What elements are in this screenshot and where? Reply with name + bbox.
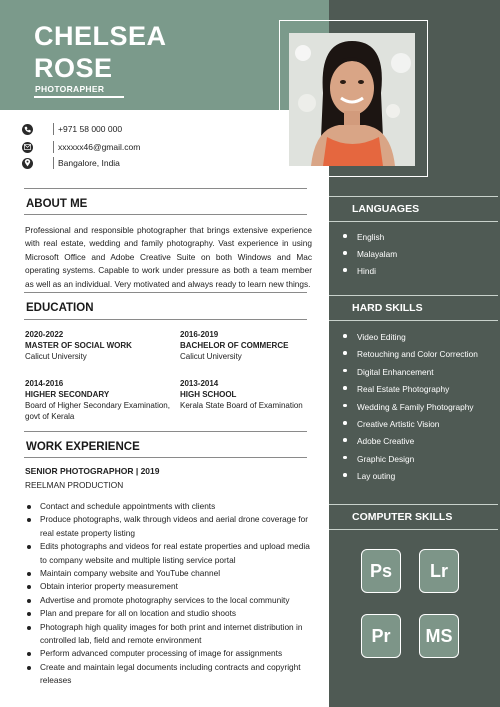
- education-degree: MASTER OF SOCIAL WORK: [25, 341, 132, 350]
- divider: [24, 319, 307, 320]
- list-item: Adobe Creative: [340, 433, 478, 450]
- role-underline: [34, 96, 124, 98]
- education-years: 2020-2022: [25, 330, 64, 339]
- duties-list: [25, 500, 315, 688]
- education-school: Calicut University: [25, 352, 87, 361]
- list-item: Plan and prepare for all on location and studio shoots: [25, 607, 315, 620]
- candidate-name: [34, 20, 167, 84]
- photoshop-skill-icon: Ps: [361, 549, 401, 593]
- education-item: [25, 378, 175, 422]
- contact-email: [22, 141, 140, 153]
- languages-list: [340, 229, 397, 280]
- languages-title: [329, 203, 500, 215]
- premiere-skill-icon: Pr: [361, 614, 401, 658]
- first-name: CHELSEA: [34, 21, 167, 51]
- sidebar-divider: [329, 529, 498, 530]
- list-item: Edits photographs and videos for real estate properties and upload media to company website and multiple listing service portal: [25, 540, 315, 567]
- list-item: Hindi: [340, 263, 397, 280]
- job-role: PHOTORAPHER: [35, 84, 105, 94]
- languages-title-text: LANGUAGES: [352, 203, 420, 215]
- company-name: REELMAN PRODUCTION: [25, 480, 124, 490]
- list-item: Perform advanced computer processing of image for assignments: [25, 647, 315, 660]
- education-years: 2013-2014: [180, 379, 219, 388]
- list-item: Malayalam: [340, 246, 397, 263]
- contact-phone: [22, 123, 122, 135]
- list-item: Photograph high quality images for both print and internet distribution in controlled lab, field and remote environment: [25, 621, 315, 648]
- hard-skills-list: [340, 329, 478, 486]
- sidebar-divider: [329, 221, 498, 222]
- location-pin-icon: [22, 158, 33, 169]
- profile-photo: [289, 33, 415, 166]
- list-item: Obtain interior property measurement: [25, 580, 315, 593]
- about-text: Professional and responsible photographer that brings extensive experience with real estate, wedding and family photography. Vast experience in using Microsoft Office and Adobe Creative Suite on both Windows and Mac operating systems. Capable to work under pressure as both a team member as well as an individual. Very motivated and always ready to learn new things.: [25, 225, 312, 289]
- divider: [24, 457, 307, 458]
- education-degree: HIGHER SECONDARY: [25, 390, 110, 399]
- last-name: ROSE: [34, 53, 113, 83]
- sidebar-divider: [329, 196, 498, 197]
- list-item: Create and maintain legal documents including contracts and copyright releases: [25, 661, 315, 688]
- divider: [24, 188, 307, 189]
- phone-icon: [22, 124, 33, 135]
- contact-location: [22, 157, 120, 169]
- list-item: Lay outing: [340, 468, 478, 485]
- contact-separator: [53, 157, 54, 169]
- education-school: Kerala State Board of Examination: [180, 401, 303, 410]
- divider: [24, 214, 307, 215]
- list-item: Produce photographs, walk through videos and aerial drone coverage for real estate property listing: [25, 513, 315, 540]
- list-item: Real Estate Photography: [340, 381, 478, 398]
- hard-skills-title-text: HARD SKILLS: [352, 302, 423, 314]
- contact-separator: [53, 141, 54, 153]
- experience-title: WORK EXPERIENCE: [26, 441, 140, 453]
- education-item: [25, 329, 175, 362]
- email-icon: [22, 142, 33, 153]
- divider: [24, 431, 307, 432]
- divider: [24, 292, 307, 293]
- lightroom-skill-icon: Lr: [419, 549, 459, 593]
- education-item: [180, 329, 320, 362]
- education-school: Board of Higher Secondary Examination, govt of Kerala: [25, 401, 170, 421]
- hard-skills-title: [329, 302, 500, 314]
- computer-skills-title: [329, 511, 500, 523]
- education-school: Calicut University: [180, 352, 242, 361]
- list-item: Advertise and promote photography services to the local community: [25, 594, 315, 607]
- education-years: 2016-2019: [180, 330, 219, 339]
- education-item: [180, 378, 320, 411]
- location-text: Bangalore, India: [58, 158, 120, 168]
- education-degree: BACHELOR OF COMMERCE: [180, 341, 289, 350]
- list-item: Creative Artistic Vision: [340, 416, 478, 433]
- list-item: Maintain company website and YouTube channel: [25, 567, 315, 580]
- job-title: SENIOR PHOTOGRAPHOR | 2019: [25, 466, 160, 476]
- list-item: Retouching and Color Correction: [340, 346, 478, 363]
- sidebar-divider: [329, 295, 498, 296]
- list-item: English: [340, 229, 397, 246]
- list-item: Graphic Design: [340, 451, 478, 468]
- list-item: Video Editing: [340, 329, 478, 346]
- ms-office-skill-icon: MS: [419, 614, 459, 658]
- sidebar-divider: [329, 320, 498, 321]
- computer-skills-title-text: COMPUTER SKILLS: [352, 511, 453, 523]
- sidebar-divider: [329, 504, 498, 505]
- phone-text: +971 58 000 000: [58, 124, 123, 134]
- list-item: Contact and schedule appointments with clients: [25, 500, 315, 513]
- list-item: Digital Enhancement: [340, 364, 478, 381]
- list-item: Wedding & Family Photography: [340, 399, 478, 416]
- contact-separator: [53, 123, 54, 135]
- about-title: ABOUT ME: [26, 198, 88, 210]
- education-title: EDUCATION: [26, 302, 94, 314]
- email-text: xxxxxx46@gmail.com: [58, 142, 141, 152]
- education-degree: HIGH SCHOOL: [180, 390, 237, 399]
- education-years: 2014-2016: [25, 379, 64, 388]
